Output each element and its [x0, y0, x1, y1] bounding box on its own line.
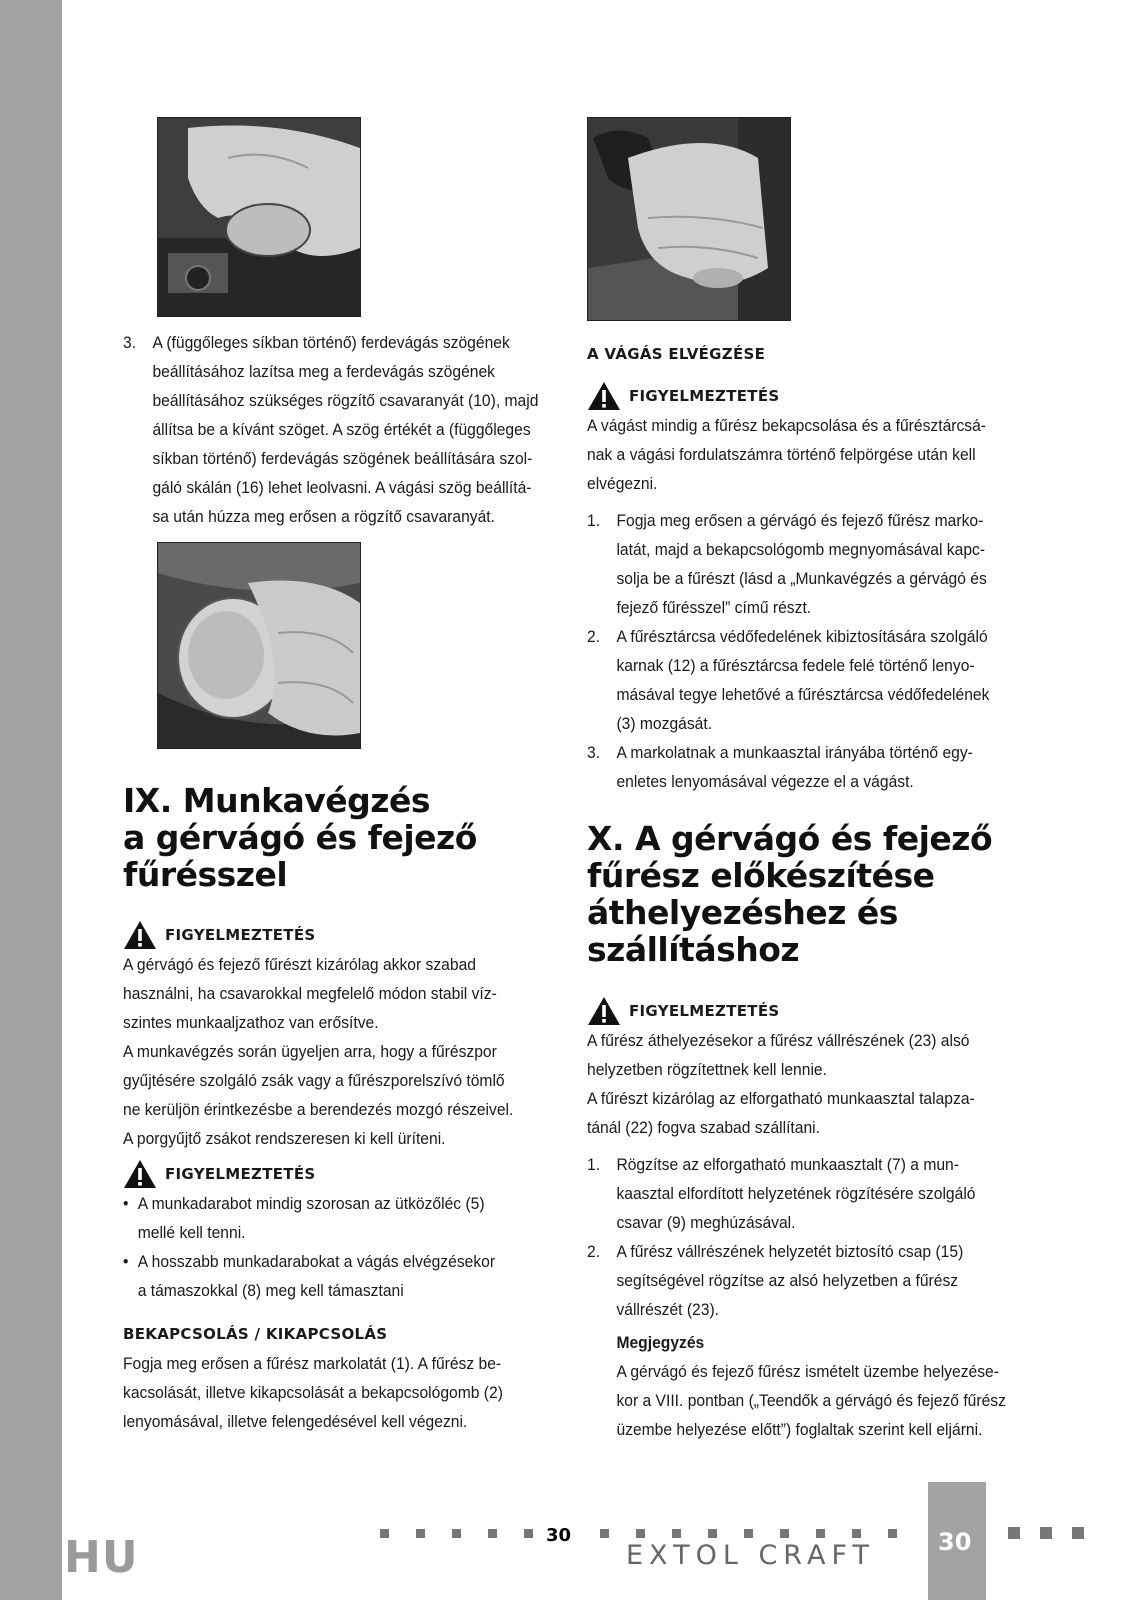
warning-label: FIGYELMEZTETÉS — [629, 1001, 780, 1020]
warning-label: FIGYELMEZTETÉS — [629, 386, 780, 405]
body-line: A gérvágó és fejező fűrész ismételt üzembe helyezése- — [616, 1362, 999, 1381]
warning-label: FIGYELMEZTETÉS — [165, 1164, 316, 1183]
body-line: másával tegye lehetővé a fűrésztárcsa védőfedelének — [616, 685, 990, 704]
chapter-x-title — [587, 820, 1027, 968]
body-line: A fűrészt kizárólag az elforgatható munkaasztal talapza- — [587, 1089, 975, 1108]
body-line: beállításához lazítsa meg a ferdevágás szögének — [152, 362, 495, 381]
list-item — [587, 622, 1024, 738]
body-line: A markolatnak a munkaasztal irányába történő egy- — [616, 743, 973, 762]
body-line: gyűjtésére szolgáló zsák vagy a fűrészporelszívó tömlő — [123, 1071, 505, 1090]
chapter-title-line: szállításhoz — [587, 930, 800, 969]
photo-hand-on-handle — [587, 117, 791, 321]
bullet-dot: • — [123, 1194, 129, 1213]
list-item — [587, 1150, 1024, 1237]
chapter-title-line: X. A gérvágó és fejező — [587, 819, 993, 858]
chapter-ix-title — [123, 782, 563, 893]
list-item — [587, 738, 1024, 796]
left-gray-sidebar — [0, 0, 62, 1600]
section-heading: BEKAPCSOLÁS / KIKAPCSOLÁS — [123, 1325, 388, 1343]
body-line: üzembe helyezése előtt”) foglaltak szerint kell eljárni. — [616, 1420, 983, 1439]
list-number: 1. — [587, 1155, 601, 1174]
body-line: kacsolását, illetve kikapcsolását a bekapcsológomb (2) — [123, 1383, 503, 1402]
warning-icon — [123, 920, 157, 950]
section-heading: A VÁGÁS ELVÉGZÉSE — [587, 345, 766, 363]
body-line: kaasztal elfordított helyzetének rögzítésére szolgáló — [616, 1184, 976, 1203]
body-line: a támaszokkal (8) meg kell támasztani — [137, 1281, 404, 1300]
right-warning-2 — [587, 990, 1027, 1444]
body-line: karnak (12) a fűrésztárcsa fedele felé történő lenyo- — [616, 656, 975, 675]
note-block — [587, 1328, 1024, 1444]
list-item — [123, 1247, 560, 1305]
body-line: tánál (22) fogva szabad szállítani. — [587, 1118, 821, 1137]
body-line: A munkavégzés során ügyeljen arra, hogy a fűrészpor — [123, 1042, 497, 1061]
body-line: A gérvágó és fejező fűrészt kizárólag akkor szabad — [123, 955, 476, 974]
list-number: 1. — [587, 511, 601, 530]
body-line: A munkadarabot mindig szorosan az ütközőléc (5) — [137, 1194, 485, 1213]
body-line: solja be a fűrészt (lásd a „Munkavégzés a gérvágó és — [616, 569, 987, 588]
list-item — [587, 1237, 1024, 1324]
body-line: gáló skálán (16) lehet leolvasni. A vágási szög beállítá- — [152, 478, 532, 497]
page-number: 30 — [938, 1528, 972, 1556]
body-line: A porgyűjtő zsákot rendszeresen ki kell üríteni. — [123, 1129, 446, 1148]
list-item — [587, 506, 1024, 622]
body-line: A fűrész áthelyezésekor a fűrész vállrészének (23) alsó — [587, 1031, 970, 1050]
body-line: beállításához szükséges rögzítő csavaranyát (10), majd — [152, 391, 539, 410]
left-column-step3 — [123, 328, 563, 531]
body-line: mellé kell tenni. — [137, 1223, 246, 1242]
body-line: használni, ha csavarokkal megfelelő módon stabil víz- — [123, 984, 497, 1003]
body-line: A (függőleges síkban történő) ferdevágás szögének — [152, 333, 510, 352]
body-line: A fűrésztárcsa védőfedelének kibiztosítására szolgáló — [616, 627, 988, 646]
page-number-center: 30 — [546, 1525, 572, 1546]
body-line: nak a vágási fordulatszámra történő felpörgése után kell — [587, 445, 976, 464]
chapter-title-line: fűrész előkészítése — [587, 856, 935, 895]
left-onoff-section — [123, 1320, 563, 1436]
page-number-box — [928, 1482, 986, 1600]
body-line: ne kerüljön érintkezésbe a berendezés mozgó részeivel. — [123, 1100, 514, 1119]
left-warning-1 — [123, 914, 563, 1153]
body-line: A vágást mindig a fűrész bekapcsolása és a fűrésztárcsá- — [587, 416, 987, 435]
body-line: latát, majd a bekapcsológomb megnyomásával kapc- — [616, 540, 986, 559]
left-warning-2 — [123, 1153, 563, 1305]
body-line: kor a VIII. pontban („Teendők a gérvágó és fejező fűrész — [616, 1391, 1006, 1410]
body-line: Rögzítse az elforgatható munkaasztalt (7) a mun- — [616, 1155, 959, 1174]
body-line: A fűrész vállrészének helyzetét biztosító csap (15) — [616, 1242, 964, 1261]
body-line: A hosszabb munkadarabokat a vágás elvégzésekor — [137, 1252, 496, 1271]
body-line: fejező fűrésszel” című részt. — [616, 598, 812, 617]
body-line: vállrészét (23). — [616, 1300, 720, 1319]
chapter-title-line: a gérvágó és fejező — [123, 818, 477, 857]
body-line: Fogja meg erősen a gérvágó és fejező fűrész marko- — [616, 511, 984, 530]
warning-icon — [587, 996, 621, 1026]
list-number: 2. — [587, 1242, 601, 1261]
body-line: síkban történő) ferdevágás szögének beállítására szol- — [152, 449, 533, 468]
body-line: sa után húzza meg erősen a rögzítő csavaranyát. — [152, 507, 495, 526]
body-line: (3) mozgását. — [616, 714, 713, 733]
right-cut-section — [587, 340, 1027, 796]
chapter-title-line: áthelyezéshez és — [587, 893, 898, 932]
list-number: 3. — [123, 333, 137, 352]
body-line: lenyomásával, illetve felengedésével kell végezni. — [123, 1412, 468, 1431]
body-line: helyzetben rögzítettnek kell lennie. — [587, 1060, 827, 1079]
body-line: csavar (9) meghúzásával. — [616, 1213, 796, 1232]
warning-icon — [123, 1159, 157, 1189]
body-line: elvégezni. — [587, 474, 658, 493]
body-line: segítségével rögzítse az alsó helyzetben a fűrész — [616, 1271, 959, 1290]
list-item — [123, 1189, 560, 1247]
list-number: 2. — [587, 627, 601, 646]
brand-logo-text: EXTOL CRAFT — [626, 1540, 875, 1571]
chapter-title-line: fűrésszel — [123, 855, 288, 894]
body-line: enletes lenyomásával végezze el a vágást. — [616, 772, 914, 791]
chapter-title-line: IX. Munkavégzés — [123, 781, 431, 820]
bullet-dot: • — [123, 1252, 129, 1271]
photo-bevel-knob-tighten — [157, 542, 361, 749]
language-tab: HU — [64, 1532, 139, 1583]
list-item — [123, 328, 560, 531]
list-number: 3. — [587, 743, 601, 762]
body-line: Fogja meg erősen a fűrész markolatát (1). A fűrész be- — [123, 1354, 502, 1373]
body-line: szintes munkaaljzathoz van erősítve. — [123, 1013, 379, 1032]
photo-bevel-knob-left — [157, 117, 361, 317]
warning-icon — [587, 381, 621, 411]
warning-label: FIGYELMEZTETÉS — [165, 925, 316, 944]
body-line: állítsa be a kívánt szöget. A szög értékét a (függőleges — [152, 420, 531, 439]
note-title: Megjegyzés — [616, 1333, 705, 1352]
